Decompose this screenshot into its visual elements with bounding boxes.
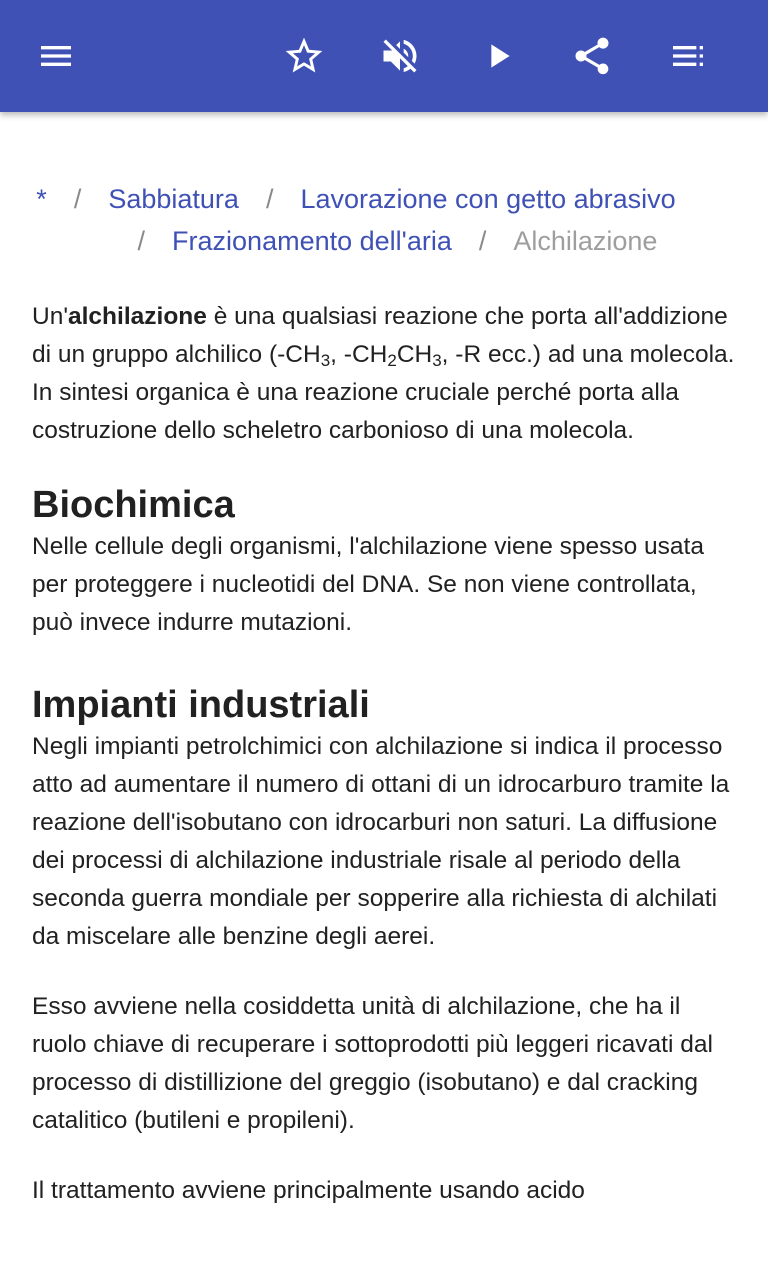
section-paragraph: Negli impianti petrolchimici con alchilazione si indica il processo atto ad aumentare il numero di ottani di un idrocarburo tramite la reazione dell'isobutano con idrocarburi non saturi. La diffusione dei processi di alchilazione industriale risale al periodo della seconda guerra mondiale per sopperire alla richiesta di alchilati da miscelare alle benzine degli aerei. bbox=[32, 733, 730, 950]
breadcrumb-separator: / bbox=[265, 184, 274, 214]
section-heading-impianti: Impianti industriali bbox=[32, 684, 370, 726]
breadcrumb-separator: / bbox=[73, 184, 82, 214]
playlist-button[interactable] bbox=[660, 28, 716, 84]
article-body bbox=[32, 298, 738, 1210]
hamburger-menu-icon bbox=[36, 36, 76, 76]
section-paragraph: Esso avviene nella cosiddetta unità di alchilazione, che ha il ruolo chiave di recuperare i sottoprodotti più leggeri ricavati dal processo di distillizione del greggio (isobutano) e dal cracking catalitico (butileni e propileni). bbox=[32, 993, 713, 1134]
mute-button[interactable] bbox=[372, 28, 428, 84]
breadcrumb-separator: / bbox=[478, 226, 487, 256]
section-paragraph: Il trattamento avviene principalmente usando acido bbox=[32, 1177, 585, 1204]
intro-bold-term: alchilazione bbox=[68, 303, 207, 330]
volume-off-icon bbox=[378, 34, 422, 78]
menu-button[interactable] bbox=[28, 28, 84, 84]
breadcrumb bbox=[0, 178, 768, 262]
playlist-icon bbox=[668, 36, 708, 76]
breadcrumb-item-root[interactable]: * bbox=[36, 184, 47, 214]
breadcrumb-line-2 bbox=[0, 220, 768, 262]
play-icon bbox=[478, 36, 518, 76]
share-button[interactable] bbox=[564, 28, 620, 84]
section-paragraph: Nelle cellule degli organismi, l'alchilazione viene spesso usata per proteggere i nucleotidi del DNA. Se non viene controllata, può invece indurre mutazioni. bbox=[32, 533, 704, 636]
breadcrumb-item-lavorazione[interactable]: Lavorazione con getto abrasivo bbox=[300, 184, 676, 214]
breadcrumb-item-sabbiatura[interactable]: Sabbiatura bbox=[108, 184, 239, 214]
breadcrumb-separator: / bbox=[137, 226, 146, 256]
article-content bbox=[0, 112, 768, 1280]
star-outline-icon bbox=[282, 34, 326, 78]
breadcrumb-line-1 bbox=[0, 178, 768, 220]
intro-paragraph: Un'alchilazione è una qualsiasi reazione che porta all'addizione di un gruppo alchilico ($-CH_3$, $-CH_2CH_3$, -R ecc.) ad una molecola. In sintesi organica è una reazione cruciale perché porta alla costruzione dello scheletro carbonioso di una molecola. bbox=[32, 303, 735, 444]
app-toolbar bbox=[0, 0, 768, 112]
breadcrumb-current: Alchilazione bbox=[513, 226, 658, 256]
share-icon bbox=[570, 34, 614, 78]
favorite-button[interactable] bbox=[276, 28, 332, 84]
play-button[interactable] bbox=[470, 28, 526, 84]
section-heading-biochimica: Biochimica bbox=[32, 484, 235, 526]
breadcrumb-item-frazionamento[interactable]: Frazionamento dell'aria bbox=[172, 226, 452, 256]
